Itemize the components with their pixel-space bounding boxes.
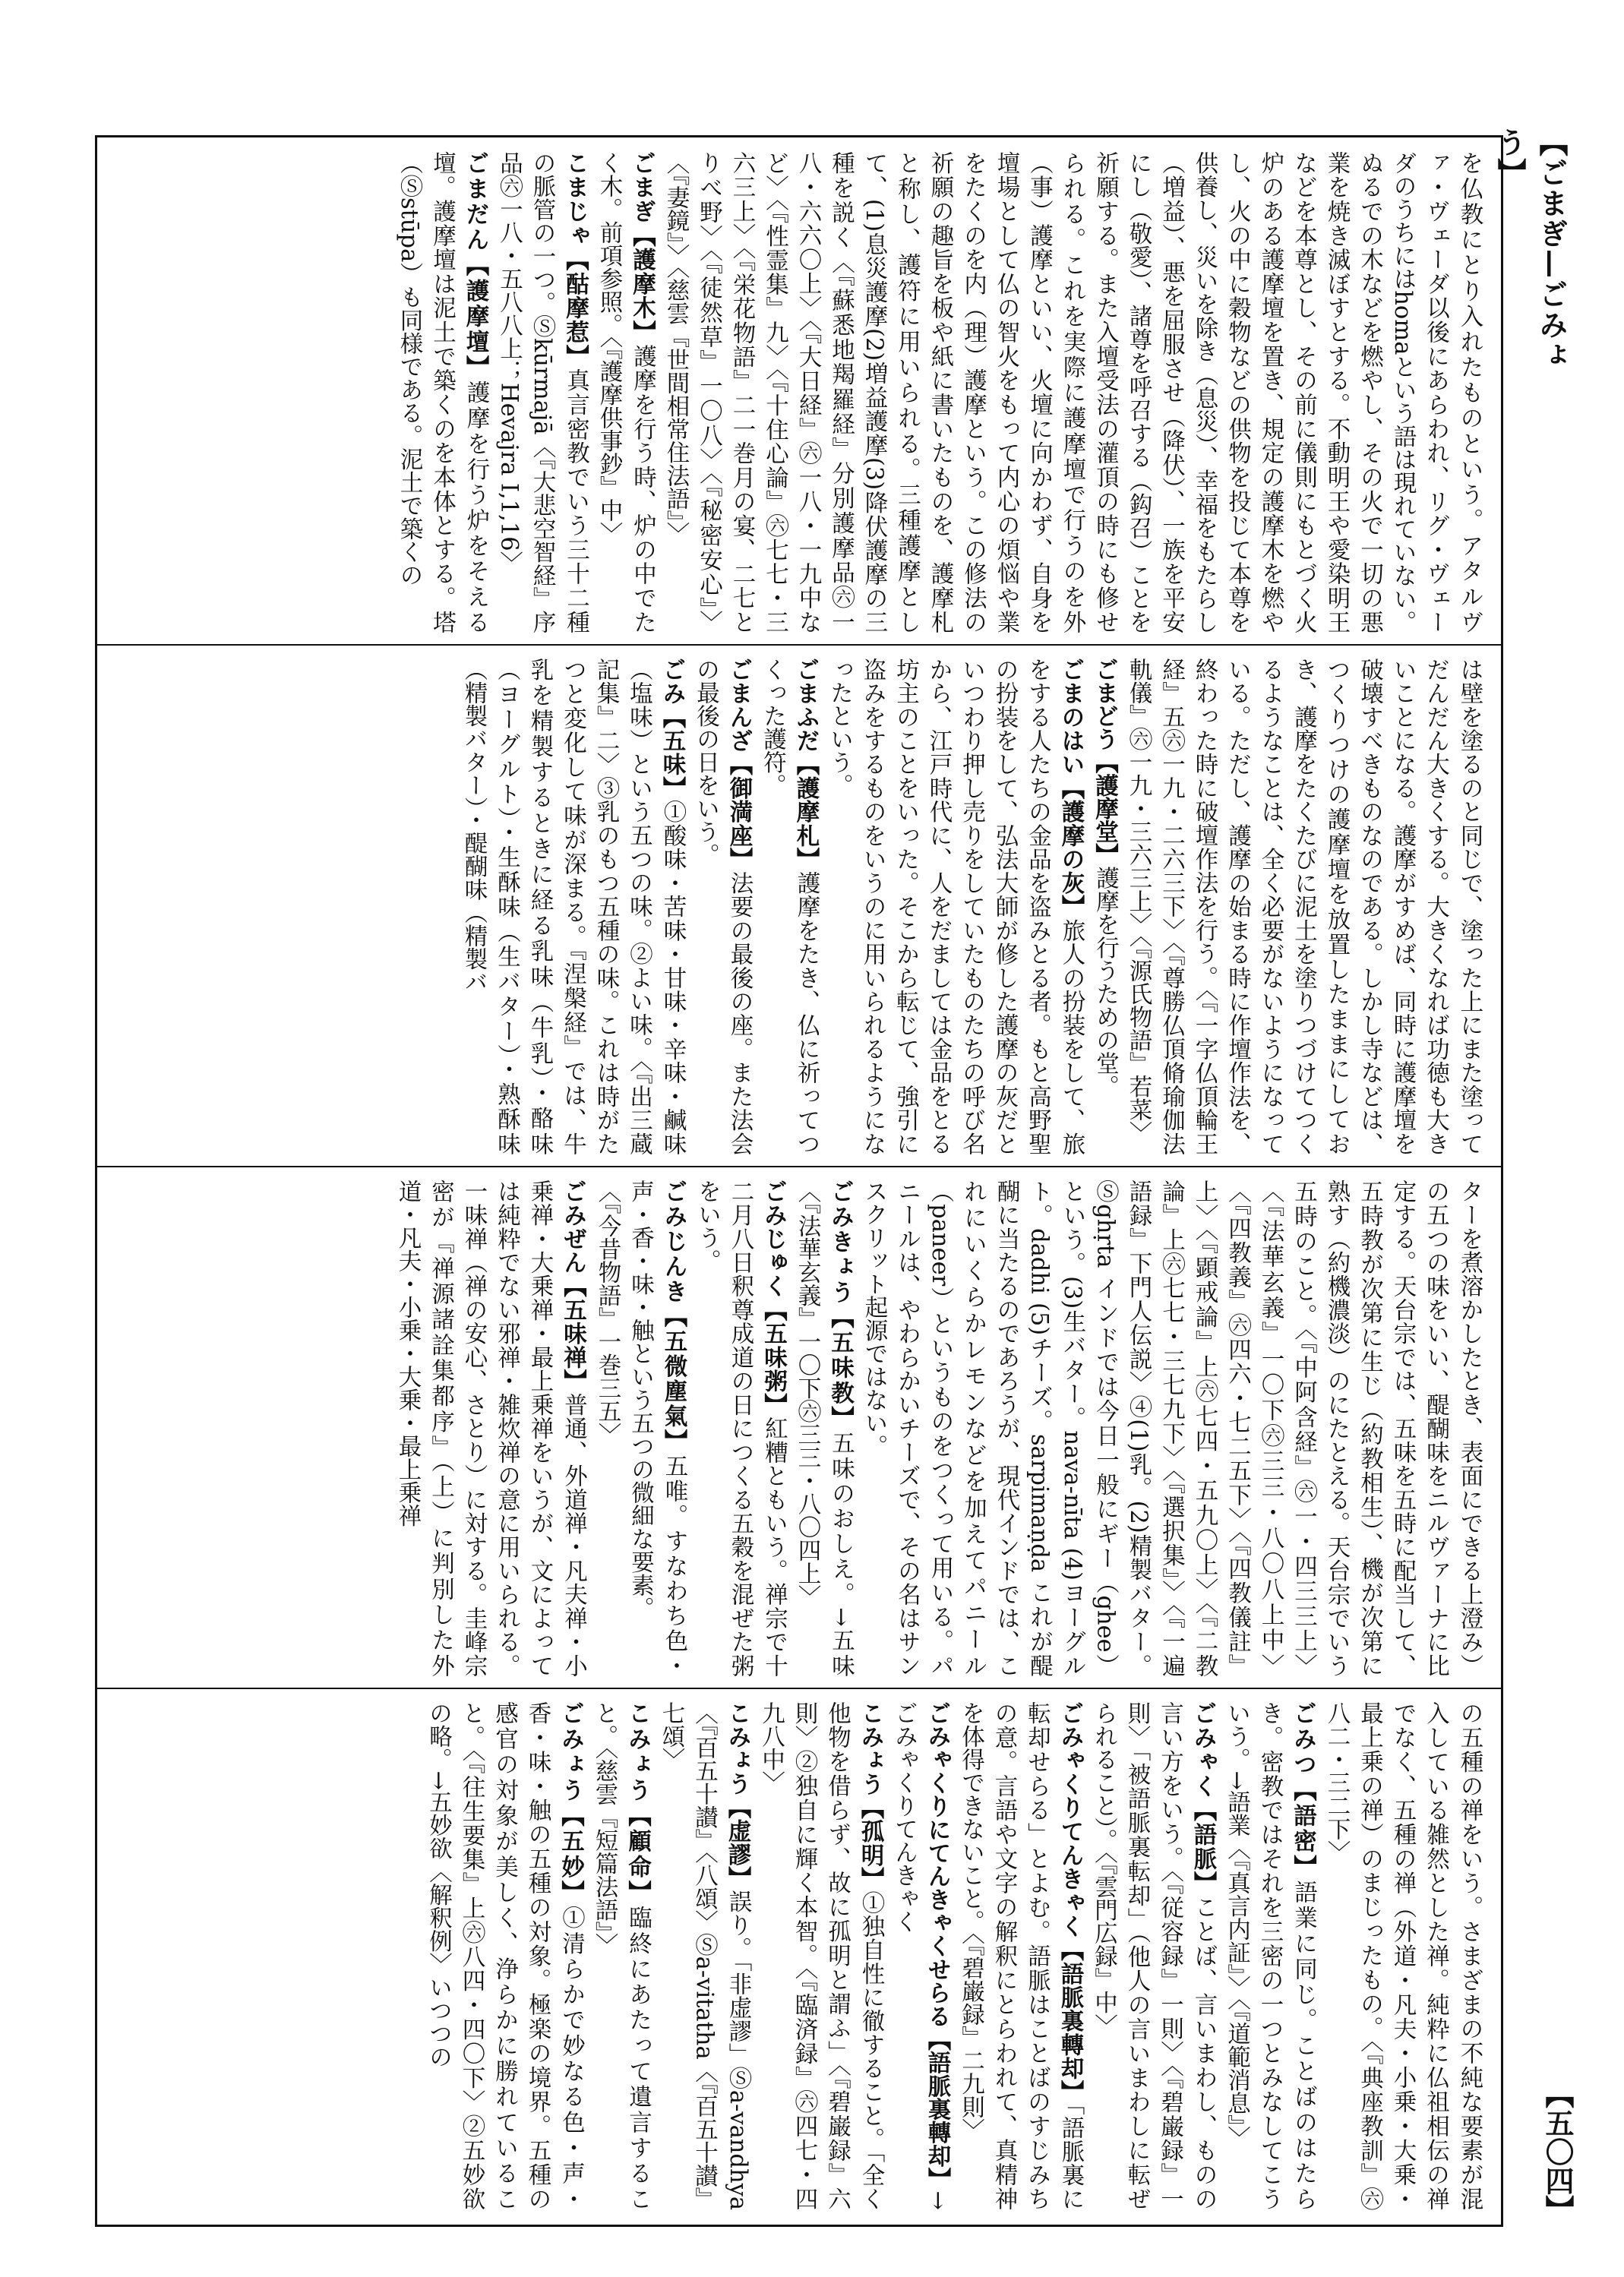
entry-body: 護摩をたき、仏に祈ってつくった護符。 (759, 658, 820, 1155)
entry-headword: こみょう【虚謬】 (724, 1701, 751, 1890)
tier-divider (97, 1166, 1501, 1167)
tier-divider (97, 1688, 1501, 1689)
entry-headword: ごみじゅく【五味粥】 (760, 1180, 788, 1417)
entry-body: は壁を塗るのと同じで、塗った上にまた塗ってだんだん大きくする。大きくなれば功徳も大きいことになる。護摩がすめば、同時に護摩壇を破壊すべきものなのである。しかし寺などは、つくりつけの護摩壇を放置したままにしておき、護摩をたくたびに泥土を塗りつづけてつくるようなことは、全く必要がないようになっている。ただし、護摩の始まる時に作壇作法を、終わった時に破壇作法を行う。〈『一字仏頂輪王経』五㊅一九・二六三下〉〈『尊勝仏頂脩瑜伽法軌儀』㊅一九・三六三上〉〈『源氏物語』若菜〉 (1125, 658, 1483, 1155)
entry-body: の五種の禅をいう。さまざまの不純な要素が混入している雑然とした禅。純粋に仏祖相伝の禅でなく、五種の禅（外道・凡夫・小乗・大乗・最上乗の禅）のまじったもの。〈『典座教訓』㊅八二・三二下〉 (1323, 1701, 1483, 2210)
tier-divider (97, 644, 1501, 646)
dictionary-entry (693, 658, 754, 1155)
entry-body: ①独自性に徹すること。「全く他物を借らず、故に孤明と謂ふ」〈『碧巌録』六則〉②独自に輝く本智。〈『臨済録』㊅四七・四九八中〉 (757, 1701, 884, 2210)
entry-headword: ごみきょう【五味教】 (826, 1180, 855, 1432)
text-tier-4 (112, 1701, 1486, 2210)
entry-body: を仏教にとり入れたものという。アタルヴァ・ヴェーダ以後にあらわれ、リグ・ヴェーダのうちにはhomaという語は現れていない。ぬるでの木などを燃やし、その火で一切の悪業を焼き滅ぼすとする。不動明王や愛染明王などを本尊とし、その前に儀則にもとづく火炉のある護摩壇を置き、規定の護摩木を燃やし、火の中に穀物などの供物を投じて本尊を供養し、災いを除き（息災）、幸福をもたらし（増益）、悪を屈服させ（降伏）、一族を平安にし（敬愛）、諸尊を呼召する（鈎召）ことを祈願する。また入壇受法の灌頂の時にも修せられる。これを実際に護摩壇で行うのを外（事）護摩といい、火壇に向かわず、自身を壇場として仏の智火をもって内心の煩悩や業をたくのを内（理）護摩という。この修法の祈願の趣旨を板や紙に書いたものを、護摩札と称し、護符に用いられる。三種護摩として、(1)息災護摩(2)増益護摩(3)降伏護摩の三種を説く〈『蘇悉地羯羅経』分別護摩品㊅一八・六六〇上〉〈『大日経』㊅一八・一九中など〉〈『性霊集』九〉〈『十住心論』㊅七七・三六三上〉〈『栄花物語』二一巻月の宴、二七とりべ野〉〈『徒然草』一〇八〉〈『秘密安心』〉〈『妻鏡』〉〈慈雲『世間相常住法語』〉 (662, 151, 1483, 633)
dictionary-entry (1091, 1701, 1218, 2210)
dictionary-entry (1125, 658, 1483, 1155)
entry-headword: ごまだん【護摩壇】 (462, 151, 489, 381)
dictionary-entry (425, 1701, 585, 2210)
entry-body: 臨終にあたって遺言すること。〈慈雲『短篇法語』〉 (591, 1701, 652, 2210)
dictionary-entry (891, 1701, 952, 2210)
entry-body: 「語脈裏に転却せらる」とよむ。語脈はことばのすじみちの意。言語や文字の解釈にとらわれて、真精神を体得できないこと。〈『碧巌録』二九則〉 (957, 1701, 1084, 2210)
entry-body: ターを煮溶かしたとき、表面にできる上澄み）の五つの味をいい、醍醐味をニルヴァーナに比定する。天台宗では、五味を五時に配当して、五時教が次第に生じ（約教相生）、機が次第に熟す（約機濃淡）のにたとえる。天台宗でいう五時のこと。〈『中阿含経』㊅一・四三三上〉〈『法華玄義』一〇下㊅三三・八〇八上中〉〈『四教義』㊅四六・七二五下〉〈『四教儀註』上〉〈『顕戒論』上㊅七四・五九〇上〉〈『二教論』上㊅七七・三七九下〉〈『選択集』〉〈『一遍語録』下門人伝説〉④(1)乳。(2)精製バター。Ⓢghṛta インドでは今日一般にギー（ghee）という。(3)生バター。nava-nīta (4)ヨーグルト。dadhi (5)チーズ。sarpimaṇḍa これが醍醐に当たるのであろうが、現代インドでは、これにいくらかレモンなどを加えてパニール（paneer）というものをつくって用いる。パニールは、やわらかいチーズで、その名はサンスクリット起源ではない。 (861, 1180, 1483, 1677)
text-tier-1 (112, 151, 1486, 633)
entry-body: 真言密教でいう三十二種の脈管の一つ。Ⓢkūrmajā〈『大悲空智経』序品㊅一八・五八八上；Hevajra I,1,16〉 (495, 151, 589, 633)
entry-headword: ごみゃくりにてんきゃくせらる【語脈裏轉却】 (924, 1701, 951, 2191)
entry-headword: ごみゃくりてんきゃく【語脈裏轉却】 (1057, 1701, 1084, 2105)
entry-headword: ごまのはい【護摩の灰】 (1057, 658, 1085, 919)
entry-body: 法要の最後の座。また法会の最後の日をいう。 (692, 658, 753, 1155)
entry-body: ①清らかで妙なる色・声・香・味・触の五種の対象。極楽の境界。五種の感官の対象が美しく、浄らかに勝れていること。〈『往生要集』上㊅八四・四〇下〉②五妙欲の略。→五妙欲〈解釈例〉いつつの (425, 1701, 585, 2210)
entry-headword: ごみ【五味】 (659, 658, 686, 801)
entry-body: →ごみゃくりてんきゃく (890, 1701, 951, 2210)
dictionary-entry (1323, 1701, 1483, 2210)
dictionary-entry (496, 151, 589, 633)
text-tier-2 (112, 658, 1486, 1155)
entry-headword: ごまふだ【護摩札】 (792, 658, 820, 872)
dictionary-entry (1224, 1701, 1317, 2210)
entry-body: 誤り。「非虚謬」Ⓢa-vandhya〈『百五十讃』〈八頌〉Ⓢa-vitatha〈『百五十讃』七頌〉 (658, 1701, 751, 2210)
entry-body: 護摩を行うための堂。 (1092, 866, 1119, 1098)
dictionary-entry (794, 1180, 855, 1677)
entry-body: ことば、言いまわし、ものの言い方をいう。〈『従容録』一則〉〈『碧巌録』一則〉「被語脈裏転却」（他人の言いまわしに転ぜられること）。〈『雲門広録』中〉 (1090, 1701, 1217, 2210)
page-number: 【五〇四】 (1540, 2080, 1575, 2224)
entry-headword: こみょう【孤明】 (857, 1701, 884, 1891)
entry-headword: ごまぎ【護摩木】 (628, 151, 656, 345)
dictionary-entry (758, 1701, 885, 2210)
dictionary-entry (596, 151, 656, 633)
text-tier-3 (112, 1180, 1486, 1677)
entry-headword: こみょう【顧命】 (624, 1701, 652, 1906)
entry-headword: ごまどう【護摩堂】 (1091, 658, 1119, 867)
entry-headword: ごみじんき【五微塵氣】 (660, 1180, 687, 1454)
dictionary-entry (396, 151, 489, 633)
entry-headword: こまじゃ【酤摩惹】 (561, 151, 589, 369)
entry-body: 紅糟ともいう。禅宗で十二月八日釈尊成道の日につくる五穀を混ぜた粥をいう。 (694, 1180, 788, 1677)
entry-body: 護摩を行う炉をそえる壇。護摩壇は泥土で築くのを本体とする。塔（Ⓢstūpa）も同様である。泥土で築くの (396, 151, 489, 633)
entry-body: ①酸味・苦味・甘味・辛味・鹹味（塩味）という五つの味。②よい味。〈『出三蔵記集』二〉③乳のもつ五種の味。これは時がたつと変化して味が深まる。『涅槃経』では、牛乳を精製するときに経る乳味（牛乳）・酪味（ヨーグルト）・生酥味（生バター）・熟酥味（精製バター）・醍醐味（精製バ (460, 658, 686, 1155)
entry-body: 普通、外道禅・凡夫禅・小乗禅・大乗禅・最上乗禅をいうが、文によっては純粋でない邪禅・雑炊禅の意に用いられる。一味禅（禅の安心、さとり）に対する。圭峰宗密が『禅源諸詮集都序』（上）に判別した外道・凡夫・小乗・大乗・最上乗禅 (394, 1180, 587, 1677)
dictionary-entry (662, 151, 1483, 633)
dictionary-entry (694, 1180, 788, 1677)
dictionary-entry (658, 1701, 751, 2210)
dictionary-entry (958, 1701, 1085, 2210)
dictionary-entry (1092, 658, 1119, 1098)
dictionary-entry (861, 1180, 1483, 1677)
dictionary-entry (460, 658, 686, 1155)
entry-body: 語業に同じ。ことばのはたらき。密教ではそれを三密の一つとみなしてこういう。→語業〈『真言内証』〉〈『道範消息』〉 (1223, 1701, 1317, 2210)
entry-headword: ごみつ【語密】 (1289, 1701, 1317, 1881)
dictionary-page-frame (95, 135, 1503, 2227)
running-head: 【ごまぎ—ごみょう】 (1493, 128, 1569, 371)
entry-headword: ごみぜん【五味禅】 (559, 1180, 587, 1394)
dictionary-entry (394, 1180, 587, 1677)
dictionary-entry (760, 658, 820, 1155)
entry-body: 五唯。すなわち色・声・香・味・触という五つの微細な要素。 (627, 1180, 687, 1677)
entry-body: 旅人の扮装をして、旅をする人たちの金品を盗みとる者。もと高野聖の扮装をして、弘法大師が修した護摩の灰だといつわり押し売りをしていたものたちの呼び名から、江戸時代に、人をだましては金品をとる坊主のことをいった。そこから転じて、強引に盗みをするものをいうのに用いられるようになったという。 (826, 658, 1085, 1155)
entry-headword: ごみょう【五妙】 (557, 1701, 585, 1906)
entry-headword: ごみゃく【語脈】 (1190, 1701, 1217, 1896)
dictionary-entry (627, 1180, 688, 1677)
entry-headword: ごまんざ【御満座】 (725, 658, 753, 872)
dictionary-entry (826, 658, 1085, 1155)
dictionary-entry (594, 1180, 621, 1446)
dictionary-entry (591, 1701, 652, 2210)
entry-body: 五味のおしえ。→五味〈『法華玄義』一〇下㊅三三・八〇四上〉 (794, 1180, 855, 1677)
entry-body: 護摩を行う時、炉の中でたく木。前項参照。〈『護摩供事鈔』中〉 (596, 151, 656, 633)
entry-body: 〈『今昔物語』一巻三五〉 (594, 1180, 621, 1446)
